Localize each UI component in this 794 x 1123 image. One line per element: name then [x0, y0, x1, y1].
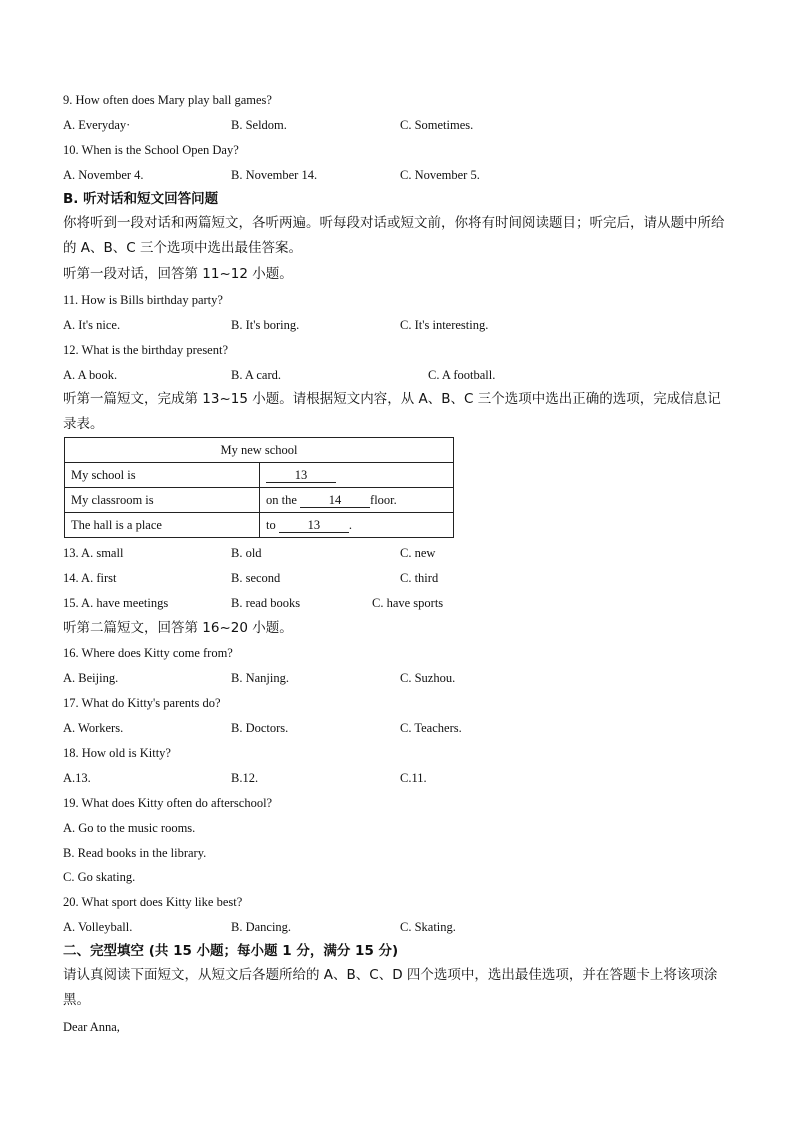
question-16-stem: 16. Where does Kitty come from? [63, 646, 233, 660]
table-row [65, 488, 454, 513]
table-label: My school is [65, 463, 260, 488]
question-13-option-c: C. new [400, 546, 436, 560]
question-15-option-c: C. have sports [372, 596, 444, 610]
question-12-option-a: A. A book. [63, 368, 118, 382]
question-18-option-a: A.13. [63, 771, 91, 785]
question-17-stem: 17. What do Kitty's parents do? [63, 696, 221, 710]
table-prefix: to [266, 518, 279, 532]
question-15-option-a: 15. A. have meetings [63, 596, 169, 610]
question-11-stem: 11. How is Bills birthday party? [63, 293, 223, 307]
answer-blank-14: 14 [300, 493, 370, 508]
part2-title: 二、完型填空 (共 15 小题；每小题 1 分，满分 15 分) [63, 943, 399, 959]
question-14-option-c: C. third [400, 571, 439, 585]
question-13-option-b: B. old [231, 546, 262, 560]
question-20-option-b: B. Dancing. [231, 920, 292, 934]
question-17-option-a: A. Workers. [63, 721, 124, 735]
table-answer-cell [260, 488, 454, 513]
question-15-option-b: B. read books [231, 596, 301, 610]
question-16-option-c: C. Suzhou. [400, 671, 456, 685]
section-b-instruction: 你将听到一段对话和两篇短文，各听两遍。听每段对话或短文前，你将有时间阅读题目；听完后，请从题中所给的 A、B、C 三个选项中选出最佳答案。 [63, 215, 725, 256]
question-9-stem: 9. How often does Mary play ball games? [63, 93, 272, 107]
question-14-option-a: 14. A. first [63, 571, 117, 585]
question-14-option-b: B. second [231, 571, 281, 585]
question-9-option-a: A. Everyday· [63, 118, 131, 132]
question-17-option-c: C. Teachers. [400, 721, 462, 735]
question-12-option-c: C. A football. [428, 368, 496, 382]
question-10-option-c: C. November 5. [400, 168, 480, 182]
question-16-option-b: B. Nanjing. [231, 671, 289, 685]
table-row [65, 463, 454, 488]
table-prefix: on the [266, 493, 301, 507]
section-b-title: B. 听对话和短文回答问题 [63, 191, 219, 207]
table-row [65, 438, 454, 463]
table-label: My classroom is [65, 488, 260, 513]
question-18-option-b: B.12. [231, 771, 259, 785]
answer-blank-13: 13 [266, 468, 336, 483]
table-answer-cell [260, 513, 454, 538]
passage2-intro: 听第二篇短文，回答第 16~20 小题。 [63, 620, 293, 636]
question-18-option-c: C.11. [400, 771, 427, 785]
table-row [65, 513, 454, 538]
table-suffix: floor. [370, 493, 397, 507]
question-19-option-b: B. Read books in the library. [63, 846, 207, 860]
part2-instruction: 请认真阅读下面短文，从短文后各题所给的 A、B、C、D 四个选项中，选出最佳选项，并在答题卡上将该项涂黑。 [63, 967, 718, 1008]
question-11-option-b: B. It's boring. [231, 318, 300, 332]
answer-blank-15: 13 [279, 518, 349, 533]
table-label: The hall is a place [65, 513, 260, 538]
question-10-option-b: B. November 14. [231, 168, 318, 182]
passage1-intro: 听第一篇短文，完成第 13~15 小题。请根据短文内容，从 A、B、C 三个选项中选出正确的选项，完成信息记录表。 [63, 391, 721, 432]
dialogue-intro: 听第一段对话，回答第 11~12 小题。 [63, 266, 293, 282]
question-17-option-b: B. Doctors. [231, 721, 289, 735]
question-20-option-c: C. Skating. [400, 920, 456, 934]
table-answer-cell [260, 463, 454, 488]
question-19-option-c: C. Go skating. [63, 870, 136, 884]
question-10-stem: 10. When is the School Open Day? [63, 143, 239, 157]
question-11-option-a: A. It's nice. [63, 318, 121, 332]
question-18-stem: 18. How old is Kitty? [63, 746, 171, 760]
question-20-option-a: A. Volleyball. [63, 920, 133, 934]
question-19-stem: 19. What does Kitty often do afterschool? [63, 796, 273, 810]
question-19-option-a: A. Go to the music rooms. [63, 821, 196, 835]
table-title: My new school [65, 438, 454, 463]
table-suffix: . [348, 518, 352, 532]
question-10-option-a: A. November 4. [63, 168, 144, 182]
question-12-option-b: B. A card. [231, 368, 281, 382]
info-record-table [64, 437, 454, 538]
question-12-stem: 12. What is the birthday present? [63, 343, 229, 357]
question-9-option-b: B. Seldom. [231, 118, 287, 132]
question-13-option-a: 13. A. small [63, 546, 124, 560]
question-20-stem: 20. What sport does Kitty like best? [63, 895, 243, 909]
letter-greeting: Dear Anna, [63, 1020, 120, 1034]
question-16-option-a: A. Beijing. [63, 671, 119, 685]
question-11-option-c: C. It's interesting. [400, 318, 489, 332]
question-9-option-c: C. Sometimes. [400, 118, 474, 132]
